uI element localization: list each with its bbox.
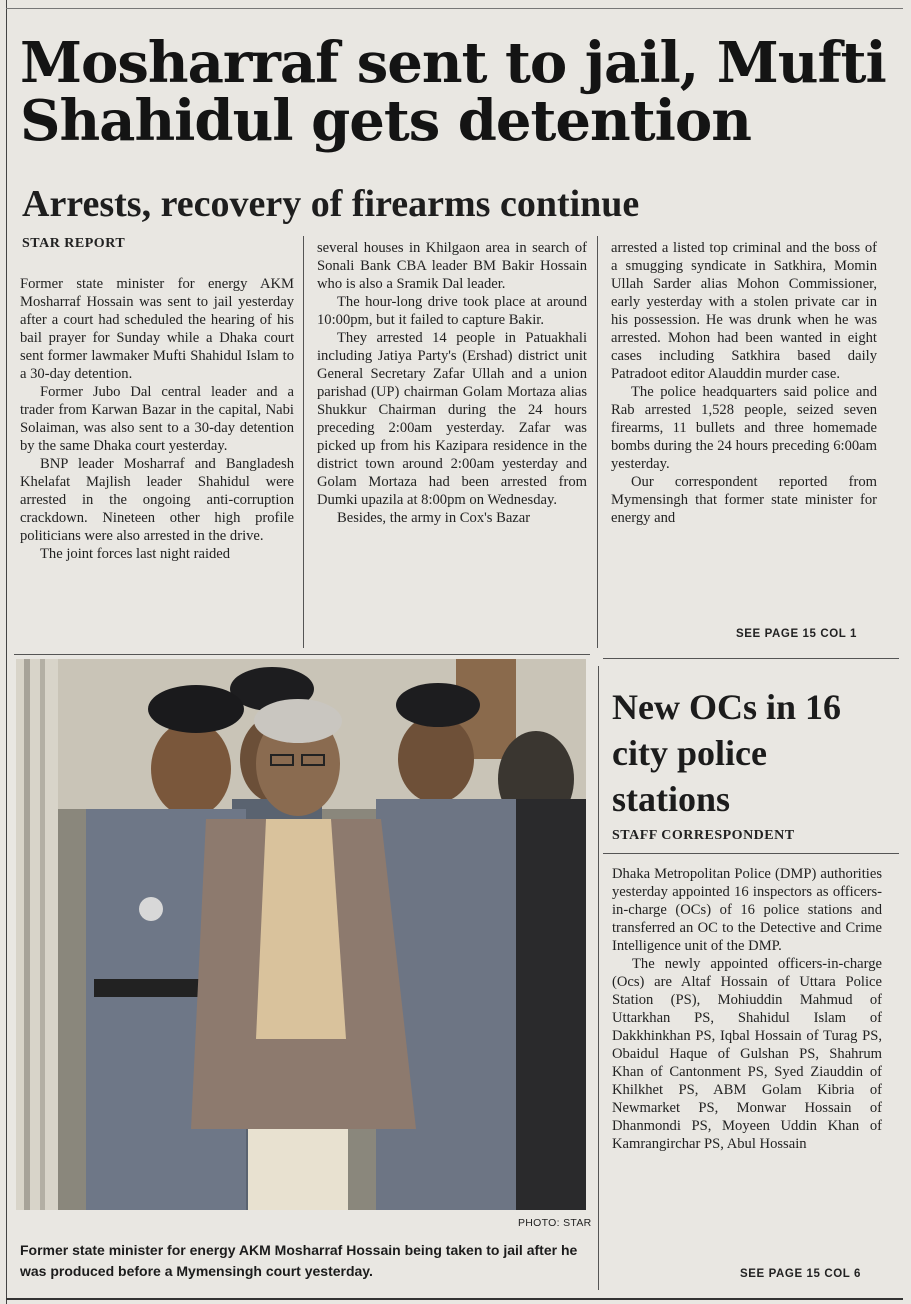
section-rule [14,654,590,655]
photo-illustration [16,659,586,1210]
article-byline: STAR REPORT [22,236,126,251]
main-subhead: Arrests, recovery of firearms continue [22,183,640,225]
sidebar-headline: New OCs in 16 city police stations [612,687,842,819]
article-column-1 [20,275,294,563]
paragraph: Former state minister for energy AKM Mosharraf Hossain was sent to jail yesterday after a court had scheduled the hearing of his bail prayer for Sunday while a Dhaka court sent former lawmaker Mufti Shahidul Islam to a 30-day detention. [20,276,294,382]
paragraph: Our correspondent reported from Mymensingh that former state minister for energy and [611,474,877,526]
page-border-bottom [6,1298,903,1300]
photo-credit: PHOTO: STAR [518,1217,592,1229]
column-rule [303,236,304,648]
main-headline: Mosharraf sent to jail, Mufti Shahidul gets detention [20,30,886,154]
paragraph: The police headquarters said police and Rab arrested 1,528 people, seized seven firearms, 11 bullets and three homemade bombs during the 24 hours preceding 6:00am yesterday. [611,384,877,472]
sidebar-byline: STAFF CORRESPONDENT [612,828,795,843]
photo-caption: Former state minister for energy AKM Mosharraf Hossain being taken to jail after he was produced before a Mymensingh court yesterday. [20,1242,578,1279]
paragraph: The joint forces last night raided [40,546,231,562]
article-column-3 [611,239,877,527]
paragraph: Former Jubo Dal central leader and a trader from Karwan Bazar in the capital, Nabi Solaiman, was also sent to a 30-day detention by the same Dhaka court yesterday. [20,384,294,454]
paragraph: Besides, the army in Cox's Bazar [337,510,531,526]
paragraph: arrested a listed top criminal and the boss of a smugging syndicate in Satkhira, Momin Ullah Sarder alias Mohon Commissioner, early yesterday with a stolen private car in his possession. He was drunk when he was arrested. Mohon had been wanted in eight cases including Satkhira based daily Patradoot editor Alauddin murder case. [611,240,877,382]
paragraph: The hour-long drive took place at around 10:00pm, but it failed to capture Bakir. [317,294,587,328]
sidebar-column [612,865,882,1153]
paragraph: The newly appointed officers-in-charge (Ocs) are Altaf Hossain of Uttara Police Station (PS), Mohiuddin Mahmud of Uttarkhan PS, Shahidul Islam of Dakkhinkhan PS, Iqbal Hossain of Turag PS, Obaidul Haque of Gulshan PS, Shahrum Khan of Cantonment PS, Syed Ziauddin of Khilkhet PS, ABM Golam Kibria of Newmarket PS, Monwar Hossain of Dhanmondi PS, Moyeen Uddin Khan of Kamrangirchar PS, Abul Hossain [612,956,882,1152]
article-column-2 [317,239,587,527]
paragraph: Dhaka Metropolitan Police (DMP) authorities yesterday appointed 16 inspectors as officers-in-charge (OCs) of 16 police stations and transferred an OC to the Detective and Crime Intelligence unit of the DMP. [612,866,882,954]
paragraph: several houses in Khilgaon area in search of Sonali Bank CBA leader BM Bakir Hossain who is also a Sramik Dal leader. [317,240,587,292]
paragraph: They arrested 14 people in Patuakhali including Jatiya Party's (Ershad) district unit General Secretary Zafar Ullah and a union parishad (UP) chairman Golam Mortaza alias Shukkur Chairman during the 24 hours preceding 2:00am yesterday. Zafar was picked up from his Kazipara residence in the district town around 2:00am yesterday and Golam Mortaza had been arrested from Dumki upazila at 8:00pm on Wednesday. [317,330,587,508]
paragraph: BNP leader Mosharraf and Bangladesh Khelafat Majlish leader Shahidul were arrested in the ongoing anti-corruption crackdown. Nineteen other high profile politicians were also arrested in the drive. [20,456,294,544]
news-photo [16,659,586,1210]
column-rule [597,236,598,648]
page-border-left [6,0,7,1304]
continuation-note: SEE PAGE 15 COL 1 [736,628,857,640]
section-rule [603,658,899,659]
column-rule [598,666,599,1290]
continuation-note: SEE PAGE 15 COL 6 [740,1268,861,1280]
page-border-top [6,8,903,9]
section-rule [603,853,899,854]
